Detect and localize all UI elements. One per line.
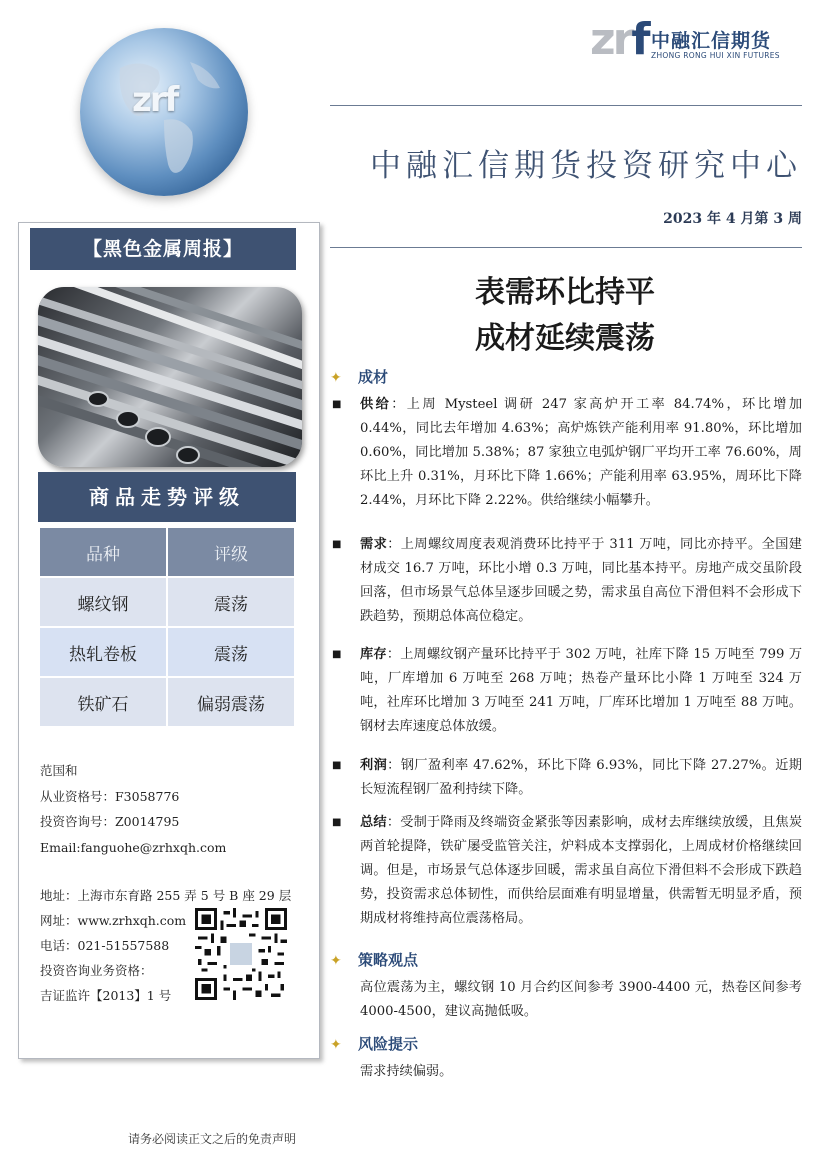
- rating-cell: 震荡: [168, 628, 294, 676]
- square-bullet-icon: ■: [332, 760, 342, 771]
- header-rule-bottom: [330, 247, 802, 248]
- globe-logo: [80, 28, 248, 196]
- item-text: ：上周螺纹周度表观消费环比持平于 311 万吨，同比亦持平。全国建材成交 16.7 万吨，环比小增 0.3 万吨，同比基本持平。房地产成交虽阶段回落，但市场景气总体呈逐步回暖之势，需求虽自高位下滑但料不会形成下跌趋势，预期总体高位稳定。: [360, 537, 802, 624]
- section-arrow-icon: ✦: [330, 370, 342, 386]
- item-label: 供给: [360, 397, 392, 412]
- section-heading-products: [330, 366, 388, 387]
- steel-pipes-image: [38, 287, 302, 467]
- logo-mark-gray: zr: [590, 14, 632, 65]
- weekly-report-banner: 【黑色金属周报】: [30, 228, 296, 270]
- list-item: [332, 811, 802, 931]
- qr-code-image: [195, 908, 287, 1000]
- list-item: [332, 393, 802, 513]
- variety-cell: 热轧卷板: [40, 628, 166, 676]
- item-body: [360, 811, 802, 931]
- company-website[interactable]: 网址：www.zrhxqh.com: [40, 913, 187, 928]
- rating-banner: 商品走势评级: [38, 472, 296, 522]
- section-heading-text: 策略观点: [358, 951, 419, 969]
- table-row: [40, 678, 294, 726]
- item-label: 利润: [360, 758, 388, 773]
- header-rule-top: [330, 105, 802, 106]
- square-bullet-icon: ■: [332, 399, 342, 410]
- steel-pipes-drawing: [38, 287, 302, 467]
- license-number: 吉证监许【2013】1 号: [40, 988, 172, 1003]
- list-item: [332, 754, 802, 802]
- item-text: ：上周螺纹钢产量环比持平于 302 万吨，社库下降 15 万吨至 799 万吨，厂库增加 6 万吨至 268 万吨；热卷产量环比小降 1 万吨至 324 万吨，社库环比增加 3 万吨至 241 万吨，厂库环比增加 1 万吨至 88 万吨。钢材去库速度总体放缓。: [360, 647, 803, 734]
- table-row: [40, 578, 294, 626]
- item-text: ：上周 Mysteel 调研 247 家高炉开工率 84.74%，环比增加 0.44%，同比去年增加 4.63%；高炉炼铁产能利用率 91.80%，环比增加 0.60%，同比增加 5.38%；87 家独立电弧炉钢厂平均开工率 76.60%，周环比上升 0.31%，月环比下降 1.66%；产能利用率 63.95%，周环比下降 2.44%，月环比下降 2.22%。供给继续小幅攀升。: [360, 397, 803, 508]
- item-label: 总结: [360, 815, 387, 830]
- company-logo-mark: [590, 14, 648, 65]
- report-date: 2023 年 4 月第 3 周: [663, 211, 802, 227]
- analyst-email[interactable]: Email:fanguohe@zrhxqh.com: [40, 840, 227, 855]
- item-label: 库存: [360, 647, 387, 662]
- company-phone: 电话：021-51557588: [40, 938, 170, 953]
- analyst-qualification: 从业资格号：F3058776: [40, 789, 180, 804]
- item-body: [360, 393, 802, 513]
- disclaimer-note: 请务必阅读正文之后的免责声明: [128, 1132, 297, 1146]
- analyst-name: 范国和: [40, 763, 78, 778]
- square-bullet-icon: ■: [332, 539, 342, 550]
- rating-cell: 偏弱震荡: [168, 678, 294, 726]
- item-label: 需求: [360, 537, 388, 552]
- item-body: [360, 643, 802, 739]
- logo-mark-blue: f: [631, 14, 648, 65]
- section-heading-text: 成材: [358, 368, 389, 386]
- section-arrow-icon: ✦: [330, 953, 342, 969]
- list-item: [332, 643, 802, 739]
- item-text: ：钢厂盈利率 47.62%，环比下降 6.93%，同比下降 27.27%。近期长短流程钢厂盈利持续下降。: [360, 758, 802, 797]
- section-heading-text: 风险提示: [358, 1035, 419, 1053]
- strategy-text: 高位震荡为主，螺纹钢 10 月合约区间参考 3900-4400 元，热卷区间参考 4000-4500，建议高抛低吸。: [360, 980, 802, 1019]
- col-header-variety: 品种: [40, 528, 166, 576]
- globe-brand-mark: zrf: [132, 80, 178, 120]
- section-heading-strategy: [330, 949, 418, 970]
- variety-cell: 铁矿石: [40, 678, 166, 726]
- square-bullet-icon: ■: [332, 817, 342, 828]
- list-item: [332, 533, 802, 629]
- risk-text: 需求持续偏弱。: [360, 1064, 453, 1079]
- square-bullet-icon: ■: [332, 649, 342, 660]
- col-header-rating: 评级: [168, 528, 294, 576]
- item-body: [360, 754, 802, 802]
- headline-line-2: 成材延续震荡: [475, 321, 655, 356]
- section-arrow-icon: ✦: [330, 1037, 342, 1053]
- headline: [380, 270, 750, 362]
- item-text: ：受制于降雨及终端资金紧张等因素影响，成材去库继续放缓，且焦炭两首轮提降，铁矿屡受监管关注，炉料成本支撑弱化，上周成材价格继续回调。但是，市场景气总体逐步回暖，需求虽自高位下滑但料不会形成下跌趋势，投资需求总体韧性，而供给层面难有明显增量，供需暂无明显矛盾，预期成材将维持高位震荡格局。: [360, 815, 803, 926]
- table-row: [40, 628, 294, 676]
- research-center-title: 中融汇信期货投资研究中心: [370, 148, 802, 184]
- license-label: 投资咨询业务资格：: [40, 963, 153, 978]
- rating-table: [38, 526, 296, 728]
- rating-cell: 震荡: [168, 578, 294, 626]
- company-address: 地址：上海市东育路 255 弄 5 号 B 座 29 层: [40, 888, 292, 903]
- company-name-en: ZHONG RONG HUI XIN FUTURES: [651, 51, 780, 60]
- variety-cell: 螺纹钢: [40, 578, 166, 626]
- headline-line-1: 表需环比持平: [475, 275, 655, 310]
- rating-table-header: [40, 528, 294, 576]
- item-body: [360, 533, 802, 629]
- company-name-cn: 中融汇信期货: [651, 30, 772, 52]
- section-heading-risk: [330, 1033, 418, 1054]
- analyst-consult-number: 投资咨询号：Z0014795: [40, 814, 180, 829]
